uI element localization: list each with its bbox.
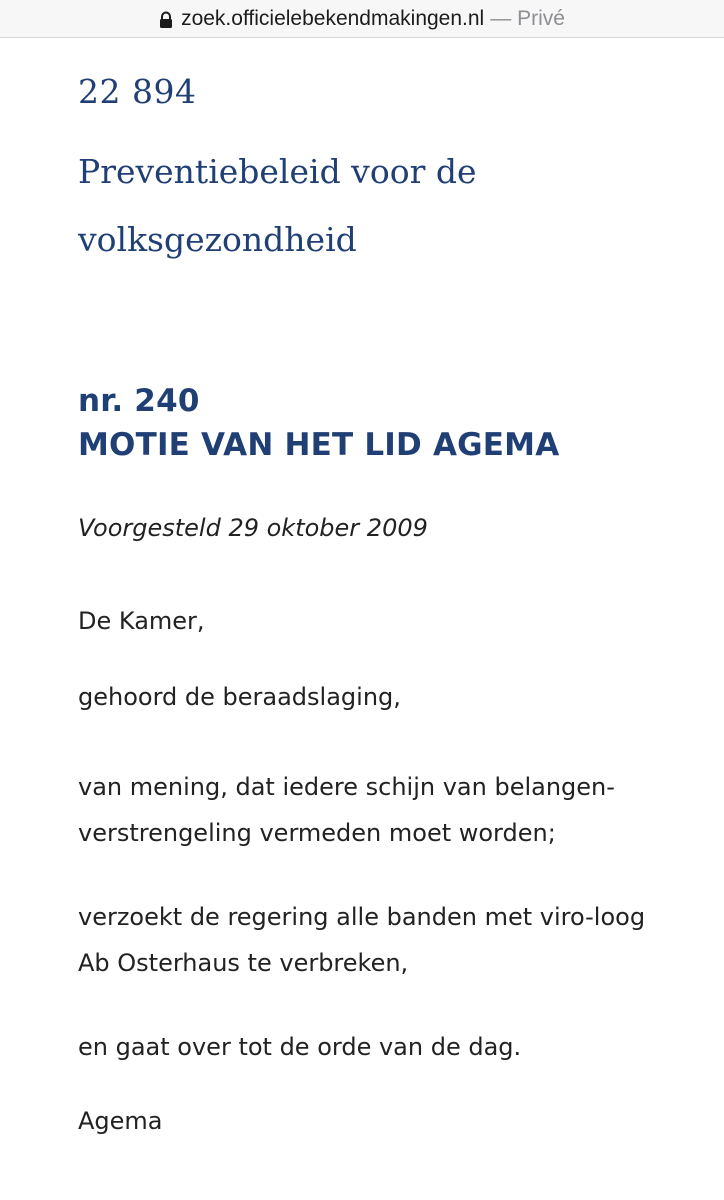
proposed-date: Voorgesteld 29 oktober 2009: [78, 514, 428, 542]
document-number: nr. 240: [78, 383, 200, 419]
paragraph-addressee: De Kamer,: [78, 607, 205, 635]
private-mode-label: — Privé: [490, 6, 565, 30]
paragraph-closing: en gaat over tot de orde van de dag.: [78, 1033, 522, 1061]
paragraph-deliberation: gehoord de beraadslaging,: [78, 683, 401, 711]
dossier-number: 22 894: [78, 72, 197, 111]
address-bar[interactable]: [0, 0, 724, 38]
url-text: zoek.officielebekendmakingen.nl: [181, 6, 485, 30]
signature-name: Agema: [78, 1107, 163, 1135]
paragraph-opinion: van mening, dat iedere schijn van belangen-verstrengeling vermeden moet worden;: [78, 773, 615, 847]
paragraph-request: verzoekt de regering alle banden met viro-loog Ab Osterhaus te verbreken,: [78, 903, 646, 977]
lock-icon: [159, 11, 173, 29]
document-heading: MOTIE VAN HET LID AGEMA: [78, 427, 560, 463]
dossier-title: Preventiebeleid voor de volksgezondheid: [78, 152, 477, 259]
